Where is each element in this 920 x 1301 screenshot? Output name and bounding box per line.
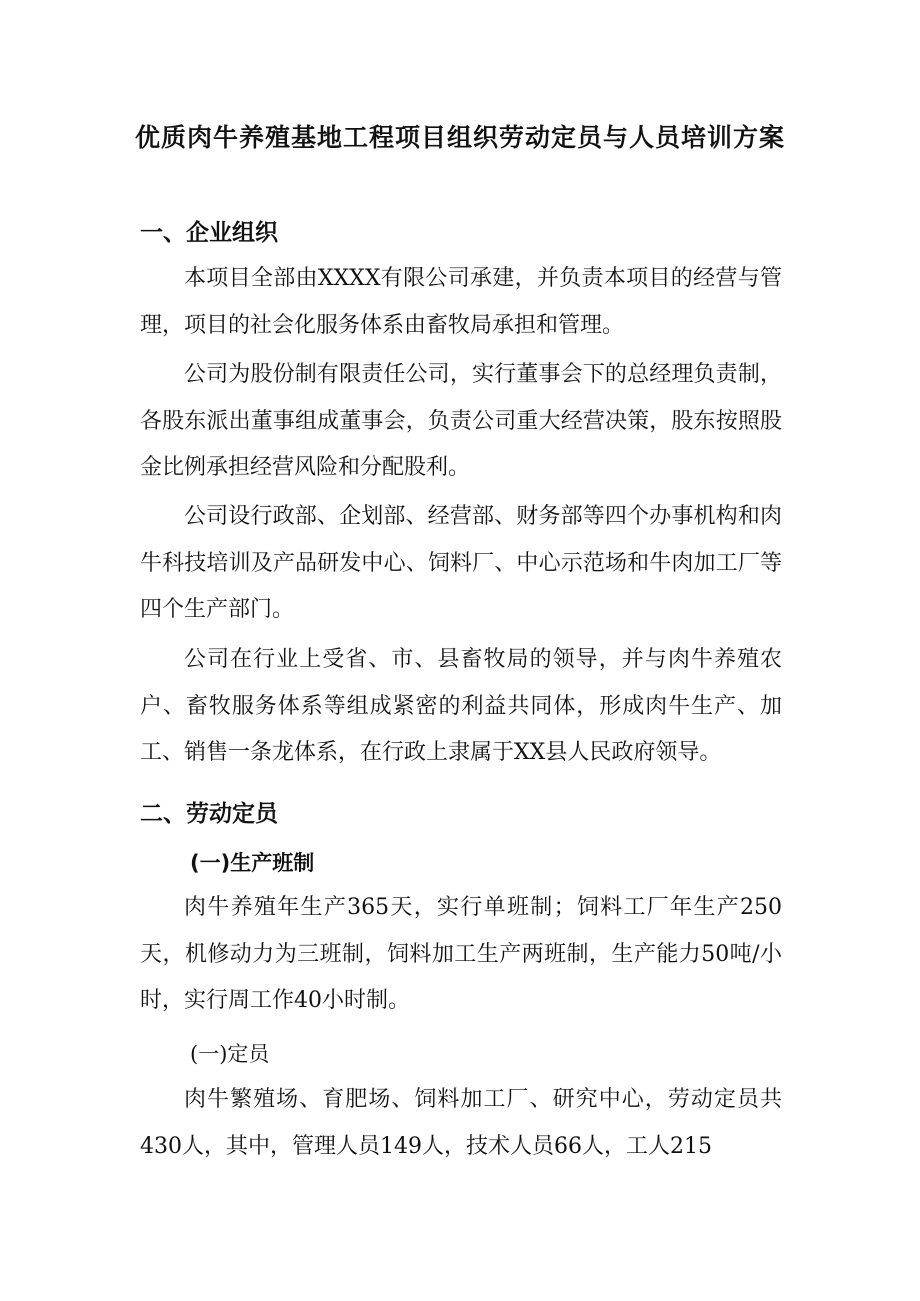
document-title: 优质肉牛养殖基地工程项目组织劳动定员与人员培训方案 xyxy=(134,123,785,152)
section-heading-staffing: 二、劳动定员 xyxy=(140,801,278,827)
subheading-shift-system: (一)生产班制 xyxy=(190,851,315,875)
paragraph-shift-system: 肉牛养殖年生产365天，实行单班制；饲料工厂年生产250天，机修动力为三班制，饲料加工生产两班制，生产能力50吨/小时，实行周工作40小时制。 xyxy=(140,895,782,1013)
subheading-staff-quota: (一)定员 xyxy=(190,1042,270,1066)
paragraph-company-structure: 公司为股份制有限责任公司，实行董事会下的总经理负责制，各股东派出董事组成董事会，负责公司重大经营决策，股东按照股金比例承担经营风险和分配股利。 xyxy=(140,362,782,480)
section-heading-organization: 一、企业组织 xyxy=(140,220,278,246)
paragraph-staff-quota: 肉牛繁殖场、育肥场、饲料加工厂、研究中心，劳动定员共430人，其中，管理人员149人，技术人员66人，工人215 xyxy=(140,1087,782,1159)
paragraph-administration: 公司在行业上受省、市、县畜牧局的领导，并与肉牛养殖农户、畜牧服务体系等组成紧密的利益共同体，形成肉牛生产、加工、销售一条龙体系，在行政上隶属于XX县人民政府领导。 xyxy=(140,647,782,765)
paragraph-departments: 公司设行政部、企划部、经营部、财务部等四个办事机构和肉牛科技培训及产品研发中心、饲料厂、中心示范场和牛肉加工厂等四个生产部门。 xyxy=(140,504,782,622)
paragraph-project-ownership: 本项目全部由XXXX有限公司承建，并负责本项目的经营与管理，项目的社会化服务体系由畜牧局承担和管理。 xyxy=(140,266,782,338)
